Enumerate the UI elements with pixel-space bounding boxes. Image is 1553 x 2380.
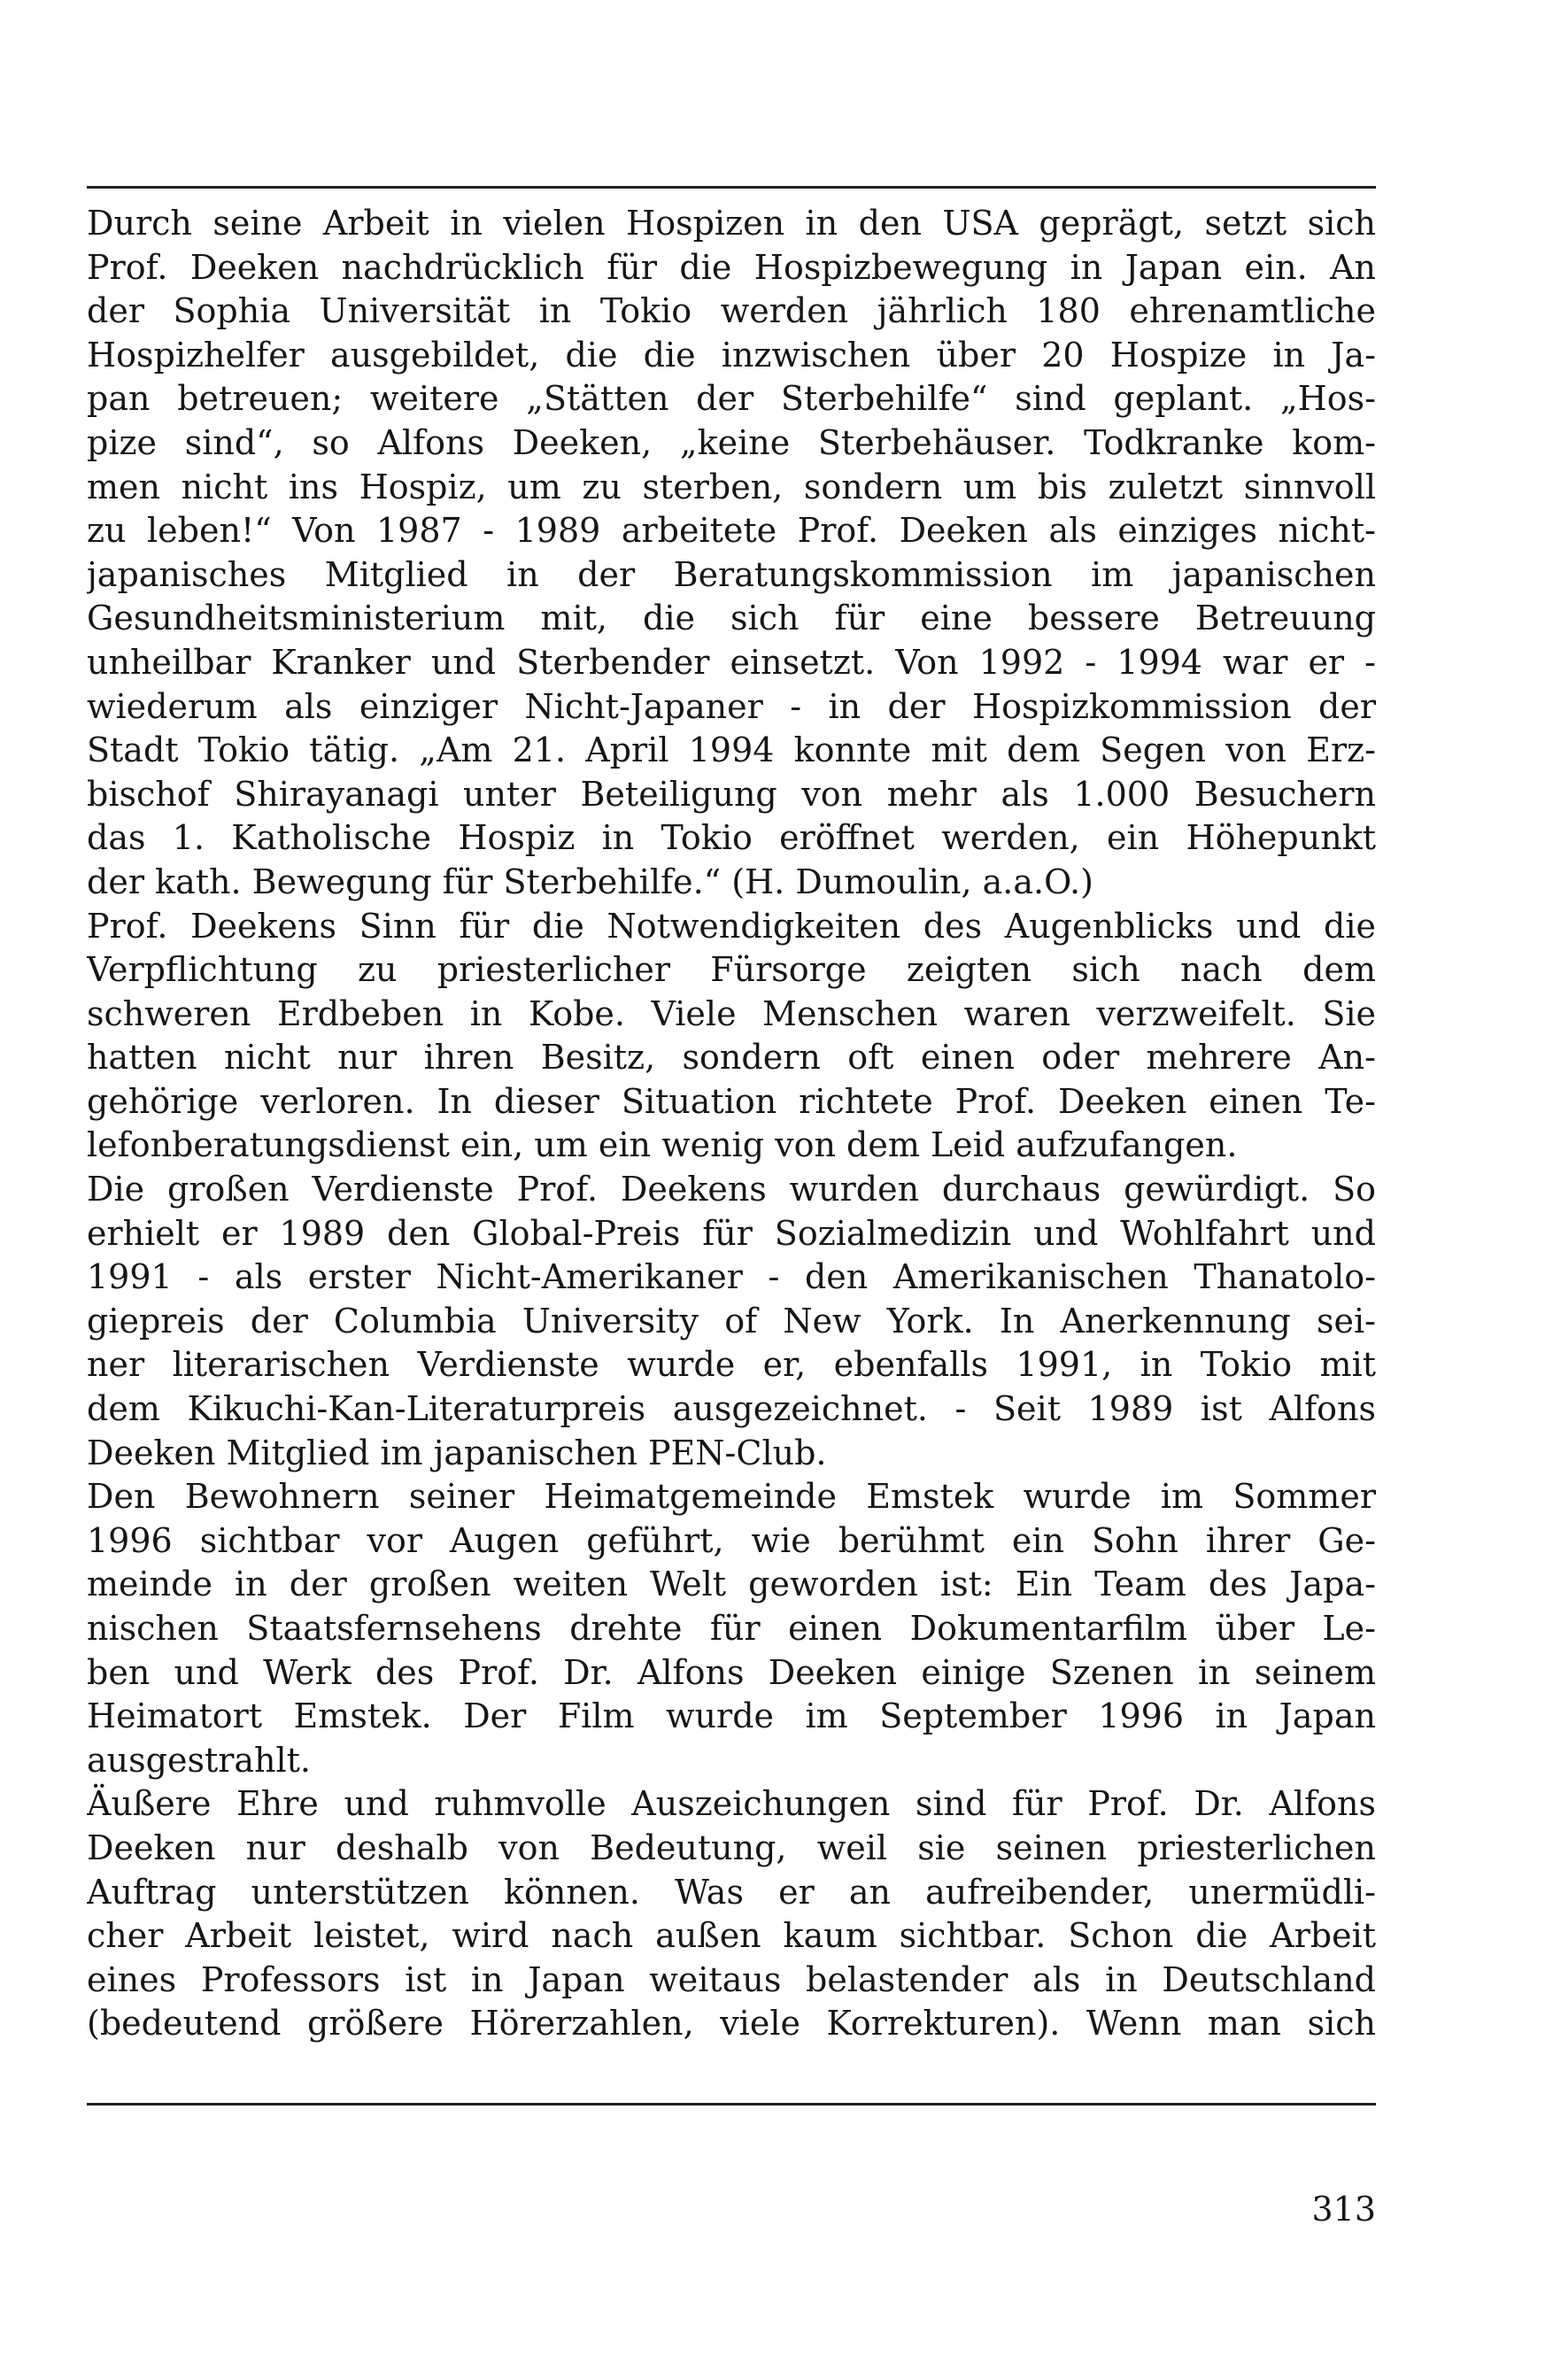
text-line: Deeken nur deshalb von Bedeutung, weil sie seinen priesterlichen bbox=[87, 1828, 1376, 1867]
text-line: zu leben!“ Von 1987 - 1989 arbeitete Prof. Deeken als einziges nicht- bbox=[87, 511, 1376, 551]
text-line: giepreis der Columbia University of New York. In Anerkennung sei- bbox=[87, 1301, 1376, 1341]
text-line: Äußere Ehre und ruhmvolle Auszeichungen sind für Prof. Dr. Alfons bbox=[87, 1784, 1376, 1824]
text-line: Heimatort Emstek. Der Film wurde im September 1996 in Japan bbox=[87, 1696, 1376, 1736]
text-line: Auftrag unterstützen können. Was er an aufreibender, unermüdli- bbox=[87, 1872, 1376, 1912]
text-line: Deeken Mitglied im japanischen PEN-Club. bbox=[87, 1433, 827, 1472]
text-line: wiederum als einziger Nicht-Japaner - in der Hospizkommission der bbox=[87, 686, 1376, 726]
text-line: dem Kikuchi-Kan-Literaturpreis ausgezeichnet. - Seit 1989 ist Alfons bbox=[87, 1389, 1376, 1429]
text-line: schweren Erdbeben in Kobe. Viele Menschen waren verzweifelt. Sie bbox=[87, 993, 1376, 1033]
text-line: (bedeutend größere Hörerzahlen, viele Korrekturen). Wenn man sich bbox=[87, 2004, 1376, 2044]
text-line: Durch seine Arbeit in vielen Hospizen in den USA geprägt, setzt sich bbox=[87, 204, 1376, 243]
text-line: 1996 sichtbar vor Augen geführt, wie berühmt ein Sohn ihrer Ge- bbox=[87, 1520, 1376, 1560]
bottom-rule bbox=[87, 2103, 1376, 2106]
text-line: Den Bewohnern seiner Heimatgemeinde Emstek wurde im Sommer bbox=[87, 1477, 1376, 1517]
body-text bbox=[87, 202, 1376, 2046]
text-line: hatten nicht nur ihren Besitz, sondern oft einen oder mehrere An- bbox=[87, 1038, 1376, 1078]
text-line: japanisches Mitglied in der Beratungskommission im japanischen bbox=[87, 554, 1376, 594]
text-line: der kath. Bewegung für Sterbehilfe.“ (H. Dumoulin, a.a.O.) bbox=[87, 862, 1093, 901]
text-line: der Sophia Universität in Tokio werden jährlich 180 ehrenamtliche bbox=[87, 291, 1376, 331]
text-line: Prof. Deeken nachdrücklich für die Hospizbewegung in Japan ein. An bbox=[87, 247, 1376, 287]
text-line: eines Professors ist in Japan weitaus belastender als in Deutschland bbox=[87, 1959, 1376, 1999]
text-line: men nicht ins Hospiz, um zu sterben, sondern um bis zuletzt sinnvoll bbox=[87, 467, 1376, 506]
text-line: Verpflichtung zu priesterlicher Fürsorge zeigten sich nach dem bbox=[87, 950, 1376, 990]
text-line: ben und Werk des Prof. Dr. Alfons Deeken einige Szenen in seinem bbox=[87, 1652, 1376, 1692]
text-line: gehörige verloren. In dieser Situation richtete Prof. Deeken einen Te- bbox=[87, 1081, 1376, 1121]
text-line: ausgestrahlt. bbox=[87, 1740, 312, 1780]
text-line: Die großen Verdienste Prof. Deekens wurden durchaus gewürdigt. So bbox=[87, 1170, 1376, 1209]
text-line: unheilbar Kranker und Sterbender einsetzt. Von 1992 - 1994 war er - bbox=[87, 642, 1376, 682]
text-line: pize sind“, so Alfons Deeken, „keine Sterbehäuser. Todkranke kom- bbox=[87, 422, 1376, 462]
text-line: nischen Staatsfernsehens drehte für einen Dokumentarfilm über Le- bbox=[87, 1609, 1376, 1648]
text-line: das 1. Katholische Hospiz in Tokio eröffnet werden, ein Höhepunkt bbox=[87, 818, 1376, 858]
text-line: cher Arbeit leistet, wird nach außen kaum sichtbar. Schon die Arbeit bbox=[87, 1916, 1376, 1956]
text-line: lefonberatungsdienst ein, um ein wenig von dem Leid aufzufangen. bbox=[87, 1125, 1238, 1165]
page-number: 313 bbox=[1311, 2190, 1376, 2229]
text-line: bischof Shirayanagi unter Beteiligung von mehr als 1.000 Besuchern bbox=[87, 774, 1376, 814]
text-line: Prof. Deekens Sinn für die Notwendigkeiten des Augenblicks und die bbox=[87, 906, 1376, 946]
text-line: Hospizhelfer ausgebildet, die die inzwischen über 20 Hospize in Ja- bbox=[87, 335, 1376, 375]
text-line: Stadt Tokio tätig. „Am 21. April 1994 konnte mit dem Segen von Erz- bbox=[87, 730, 1376, 770]
text-line: Gesundheitsministerium mit, die sich für eine bessere Betreuung bbox=[87, 599, 1376, 638]
text-line: erhielt er 1989 den Global-Preis für Sozialmedizin und Wohlfahrt und bbox=[87, 1213, 1376, 1253]
text-line: pan betreuen; weitere „Stätten der Sterbehilfe“ sind geplant. „Hos- bbox=[87, 379, 1376, 419]
top-rule bbox=[87, 186, 1376, 189]
text-line: 1991 - als erster Nicht-Amerikaner - den Amerikanischen Thanatolo- bbox=[87, 1257, 1376, 1297]
text-line: ner literarischen Verdienste wurde er, ebenfalls 1991, in Tokio mit bbox=[87, 1345, 1376, 1385]
text-line: meinde in der großen weiten Welt geworden ist: Ein Team des Japa- bbox=[87, 1565, 1376, 1604]
